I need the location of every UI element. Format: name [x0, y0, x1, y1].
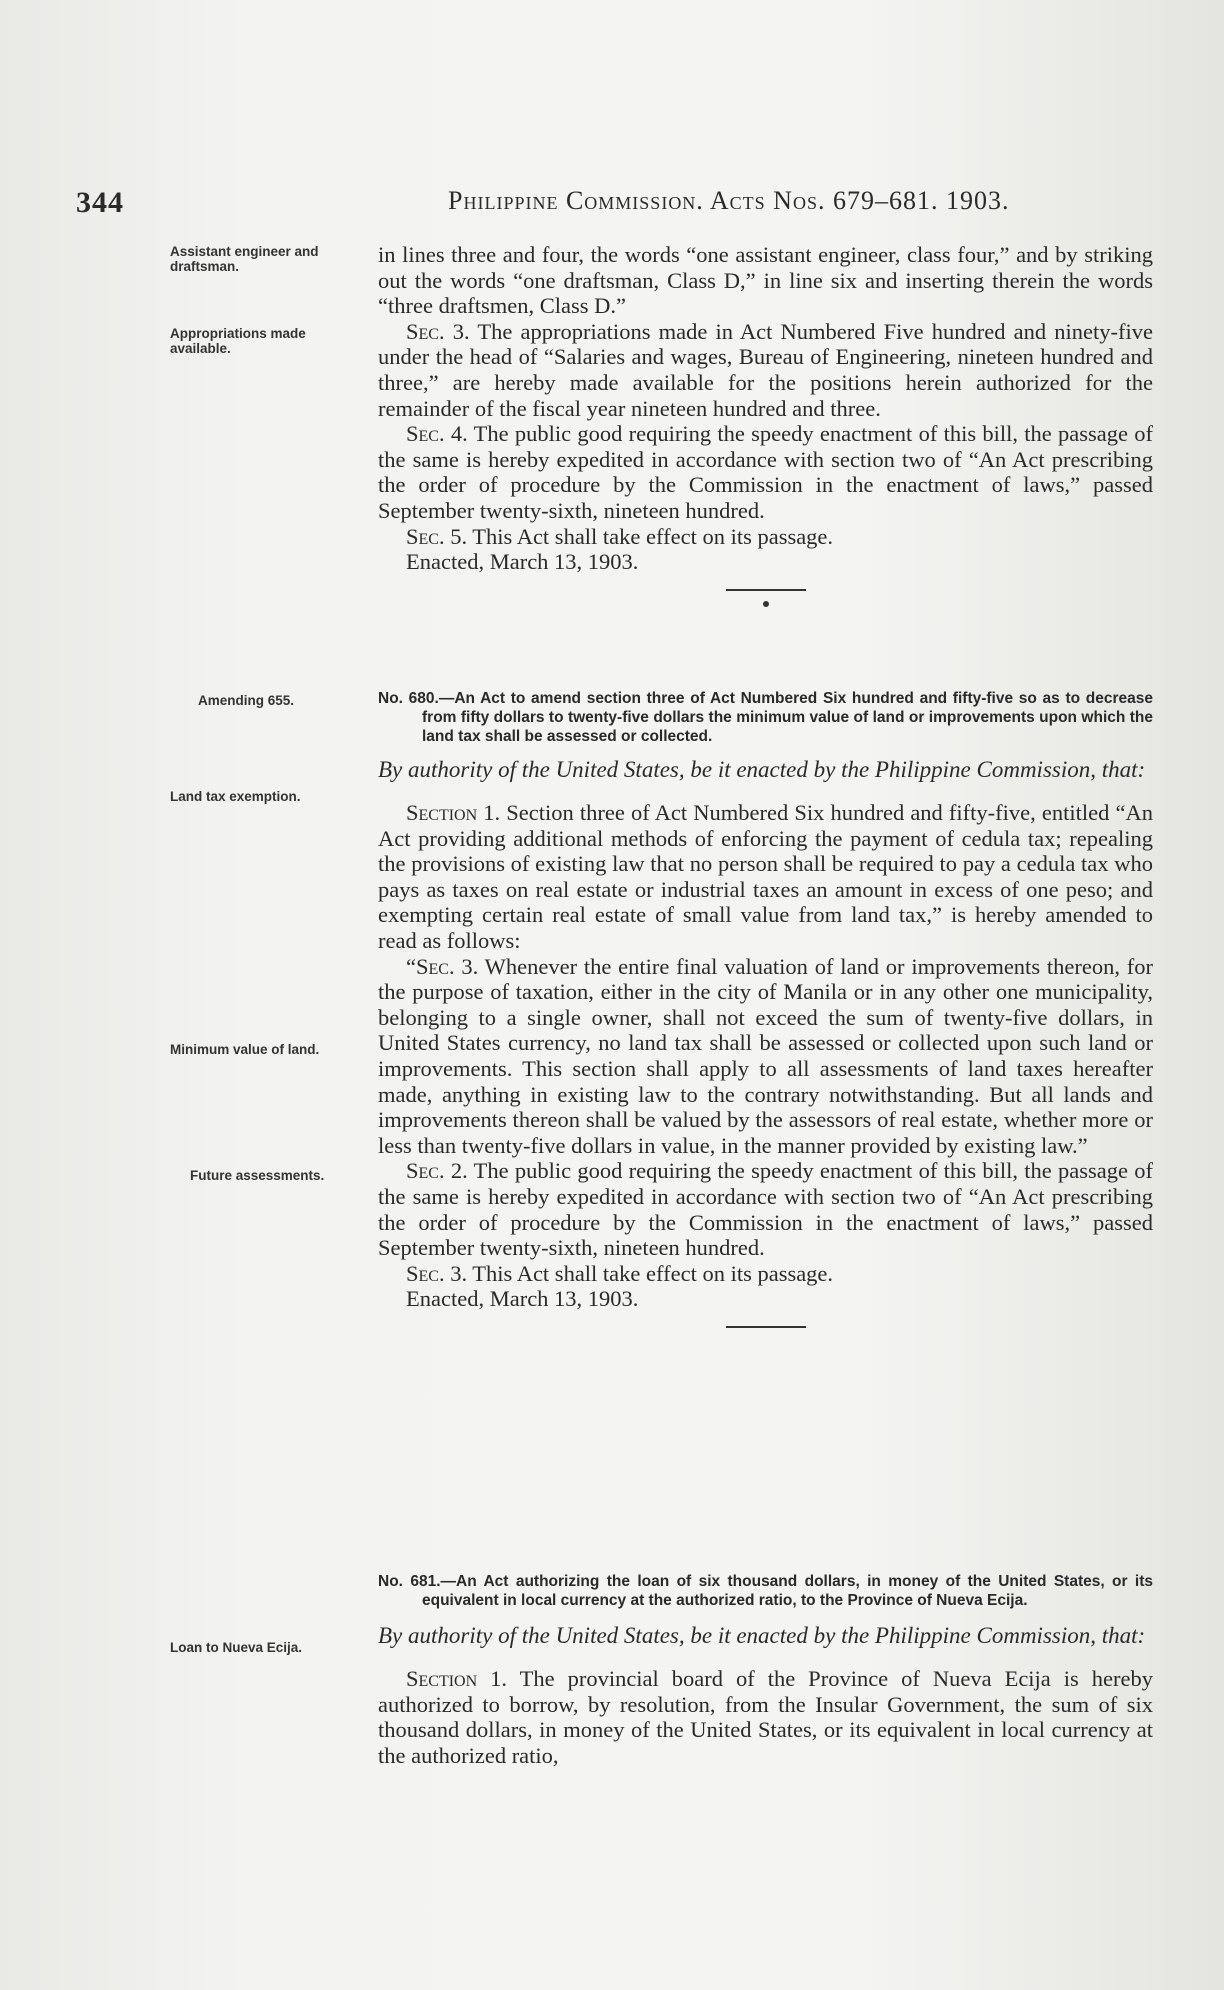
- sidenote-assistant-engineer: Assistant engineer and draftsman.: [170, 244, 319, 274]
- paragraph: [378, 421, 1153, 523]
- section-text: The public good requiring the speedy enactment of this bill, the passage of the same is hereby expedited in accordance with section two of “An Act prescribing the order of procedure by the Commission in the enactment of laws,” passed September twenty-sixth, nineteen hundred.: [378, 1158, 1153, 1261]
- section-label: Section 1.: [406, 1666, 508, 1691]
- paragraph: [378, 1666, 1153, 1768]
- sidenote-appropriations: Appropriations made available.: [170, 326, 306, 356]
- page-header: [70, 186, 1110, 226]
- section-label: Sec. 3.: [406, 1260, 468, 1286]
- section-divider: [726, 1326, 806, 1328]
- section-label: Sec. 4.: [406, 421, 468, 447]
- section-label: Section 1.: [406, 800, 501, 825]
- paragraph: [378, 1158, 1153, 1260]
- act-title: No. 680.—An Act to amend section three of Act Numbered Six hundred and fifty-five so as to decrease from fifty dollars to twenty-five dollars the minimum value of land or improvements upon which the land tax shall be assessed or collected.: [378, 690, 1153, 745]
- section-text: This Act shall take effect on its passage.: [467, 523, 834, 549]
- sidenote-future-assessments: Future assessments.: [190, 1168, 325, 1183]
- section-label: “Sec. 3.: [406, 953, 479, 979]
- section-divider: [726, 589, 806, 591]
- section-text: The public good requiring the speedy enactment of this bill, the passage of the same is hereby expedited in accordance with section two of “An Act prescribing the order of procedure by the Commission in the enactment of laws,” passed September twenty-sixth, nineteen hundred.: [378, 421, 1153, 523]
- act-title: No. 681.—An Act authorizing the loan of six thousand dollars, in money of the United States, or its equivalent in local currency at the authorized ratio, to the Province of Nueva Ecija.: [378, 1573, 1153, 1609]
- sidenote-amending: Amending 655.: [198, 693, 295, 708]
- sidenote-minimum-value: Minimum value of land.: [170, 1042, 320, 1057]
- enacting-clause: By authority of the United States, be it enacted by the Philippine Commission, that:: [378, 757, 1146, 782]
- paragraph: [378, 319, 1153, 421]
- act-679-continuation: [378, 242, 1153, 607]
- section-text: Whenever the entire final valuation of land or improvements thereon, for the purpose of taxation, either in the city of Manila or in any other one municipality, belonging to a single owner, shall not exceed the sum of twenty-five dollars, in United States currency, no land tax shall be assessed or collected upon such land or improvements. This section shall apply to all assessments of land taxes hereafter made, anything in existing law to the contrary notwithstanding. But all lands and improvements thereon shall be valued by the assessors of real estate, whether more or less than twenty-five dollars in value, in the manner provided by existing law.”: [378, 953, 1153, 1158]
- paragraph: [378, 954, 1153, 1159]
- paragraph: [378, 524, 1153, 550]
- sidenote-land-tax-exemption: Land tax exemption.: [170, 789, 301, 804]
- section-label: Sec. 3.: [406, 318, 470, 344]
- act-680: [378, 689, 1153, 1328]
- section-label: Sec. 2.: [406, 1158, 468, 1184]
- paragraph: [378, 1261, 1153, 1287]
- ink-dot: [763, 601, 769, 607]
- paragraph: in lines three and four, the words “one assistant engineer, class four,” and by striking out the words “one draftsman, Class D,” in line six and inserting therein the words “three draftsmen, Class D.”: [378, 242, 1153, 319]
- enacting-clause: By authority of the United States, be it enacted by the Philippine Commission, that:: [378, 1623, 1146, 1648]
- enacted-date: Enacted, March 13, 1903.: [406, 549, 639, 575]
- act-681: [378, 1572, 1153, 1768]
- paragraph: [378, 800, 1153, 954]
- running-head: Philippine Commission. Acts Nos. 679–681. 1903.: [448, 186, 1010, 215]
- enacted-date: Enacted, March 13, 1903.: [406, 1286, 639, 1312]
- sidenote-loan-nueva-ecija: Loan to Nueva Ecija.: [170, 1640, 303, 1655]
- page-number: 344: [76, 186, 124, 219]
- section-text: Section three of Act Numbered Six hundred and fifty-five, entitled “An Act providing additional methods of enforcing the payment of cedula tax; repealing the provisions of existing law that no person shall be required to pay a cedula tax who pays as taxes on real estate or industrial taxes an amount in excess of one peso; and exempting certain real estate of small value from land tax,” is hereby amended to read as follows:: [378, 800, 1153, 953]
- section-label: Sec. 5.: [406, 523, 468, 549]
- section-text: This Act shall take effect on its passage.: [467, 1260, 834, 1286]
- section-text: The provincial board of the Province of Nueva Ecija is hereby authorized to borrow, by resolution, from the Insular Government, the sum of six thousand dollars, in money of the United States, or its equivalent in local currency at the authorized ratio,: [378, 1666, 1153, 1768]
- section-text: The appropriations made in Act Numbered Five hundred and ninety-five under the head of “Salaries and wages, Bureau of Engineering, nineteen hundred and three,” are hereby made available for the positions herein authorized for the remainder of the fiscal year nineteen hundred and three.: [378, 318, 1153, 421]
